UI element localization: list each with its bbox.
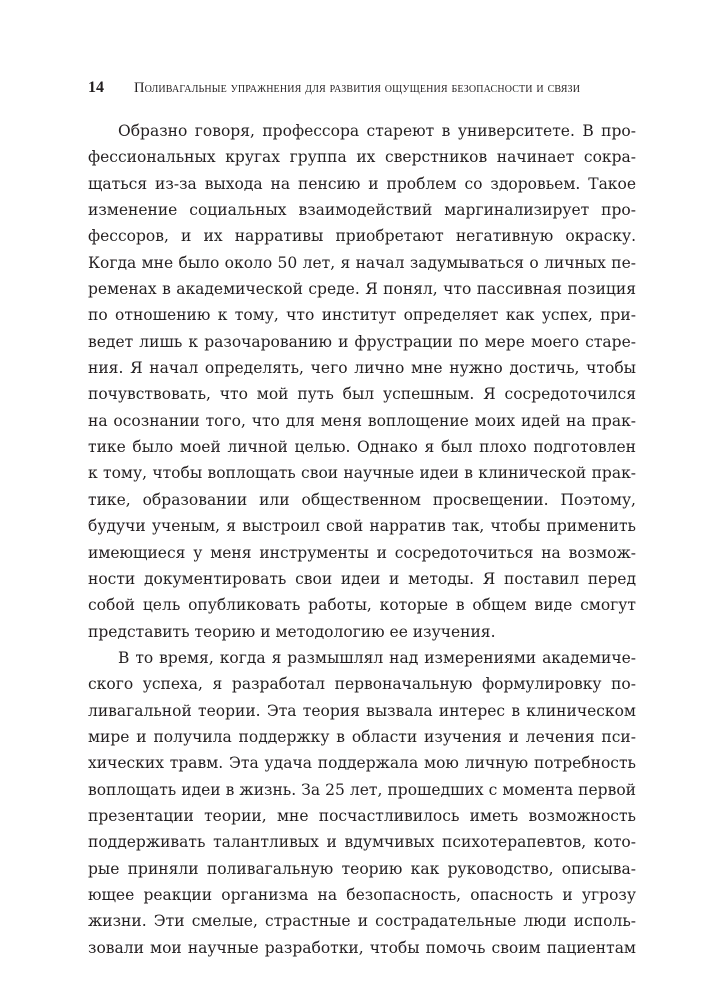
text-line: хических травм. Эта удача поддержала мою личную потребность bbox=[88, 754, 636, 773]
text-line: мире и получила поддержку в области изучения и лечения пси- bbox=[88, 727, 636, 746]
page-header bbox=[88, 79, 636, 101]
text-line: поддерживать талантливых и вдумчивых психотерапевтов, кото- bbox=[88, 833, 636, 852]
text-line: воплощать идеи в жизнь. За 25 лет, прошедших с момента первой bbox=[88, 780, 636, 799]
body-text bbox=[88, 118, 636, 961]
text-line: В то время, когда я размышлял над измерениями академиче- bbox=[118, 648, 636, 667]
text-line: тике было моей личной целью. Однако я был плохо подготовлен bbox=[88, 438, 636, 457]
text-line: Когда мне было около 50 лет, я начал задумываться о личных пе- bbox=[88, 253, 636, 272]
text-line: ющее реакции организма на безопасность, опасность и угрозу bbox=[88, 885, 636, 904]
text-line: ния. Я начал определять, чего лично мне нужно достичь, чтобы bbox=[88, 359, 636, 378]
text-line: будучи ученым, я выстроил свой нарратив так, чтобы применить bbox=[88, 517, 636, 536]
text-line: рые приняли поливагальную теорию как руководство, описыва- bbox=[88, 859, 636, 878]
text-line: щаться из-за выхода на пенсию и проблем со здоровьем. Такое bbox=[88, 174, 636, 193]
text-line: фессоров, и их нарративы приобретают негативную окраску. bbox=[88, 227, 636, 246]
running-title: Поливагальные упражнения для развития ощущения безопасности и связи bbox=[134, 80, 581, 96]
paragraph-1 bbox=[88, 118, 636, 645]
text-line: ременах в академической среде. Я понял, что пассивная позиция bbox=[88, 280, 636, 299]
text-line: представить теорию и методологию ее изучения. bbox=[88, 622, 496, 641]
text-line: изменение социальных взаимодействий маргинализирует про- bbox=[88, 201, 636, 220]
text-line: жизни. Эти смелые, страстные и сострадательные люди исполь- bbox=[88, 912, 636, 931]
text-line: фессиональных кругах группа их сверстников начинает сокра- bbox=[88, 148, 636, 167]
text-line: презентации теории, мне посчастливилось иметь возможность bbox=[88, 806, 636, 825]
text-line: к тому, чтобы воплощать свои научные идеи в клинической прак- bbox=[88, 464, 636, 483]
text-line: ливагальной теории. Эта теория вызвала интерес в клиническом bbox=[88, 701, 636, 720]
text-line: тике, образовании или общественном просвещении. Поэтому, bbox=[88, 490, 636, 509]
text-line: зовали мои научные разработки, чтобы помочь своим пациентам bbox=[88, 938, 636, 957]
text-line: почувствовать, что мой путь был успешным. Я сосредоточился bbox=[88, 385, 636, 404]
text-line: имеющиеся у меня инструменты и сосредоточиться на возмож- bbox=[88, 543, 636, 562]
text-line: ского успеха, я разработал первоначальную формулировку по- bbox=[88, 675, 636, 694]
paragraph-2 bbox=[88, 645, 636, 961]
text-line: на осознании того, что для меня воплощение моих идей на прак- bbox=[88, 411, 636, 430]
text-line: ности документировать свои идеи и методы. Я поставил перед bbox=[88, 569, 636, 588]
text-line: ведет лишь к разочарованию и фрустрации по мере моего старе- bbox=[88, 332, 636, 351]
text-line: собой цель опубликовать работы, которые в общем виде смогут bbox=[88, 596, 636, 615]
text-line: Образно говоря, профессора стареют в университете. В про- bbox=[118, 122, 636, 140]
text-line: по отношению к тому, что институт определяет как успех, при- bbox=[88, 306, 636, 325]
page-number: 14 bbox=[88, 79, 104, 96]
